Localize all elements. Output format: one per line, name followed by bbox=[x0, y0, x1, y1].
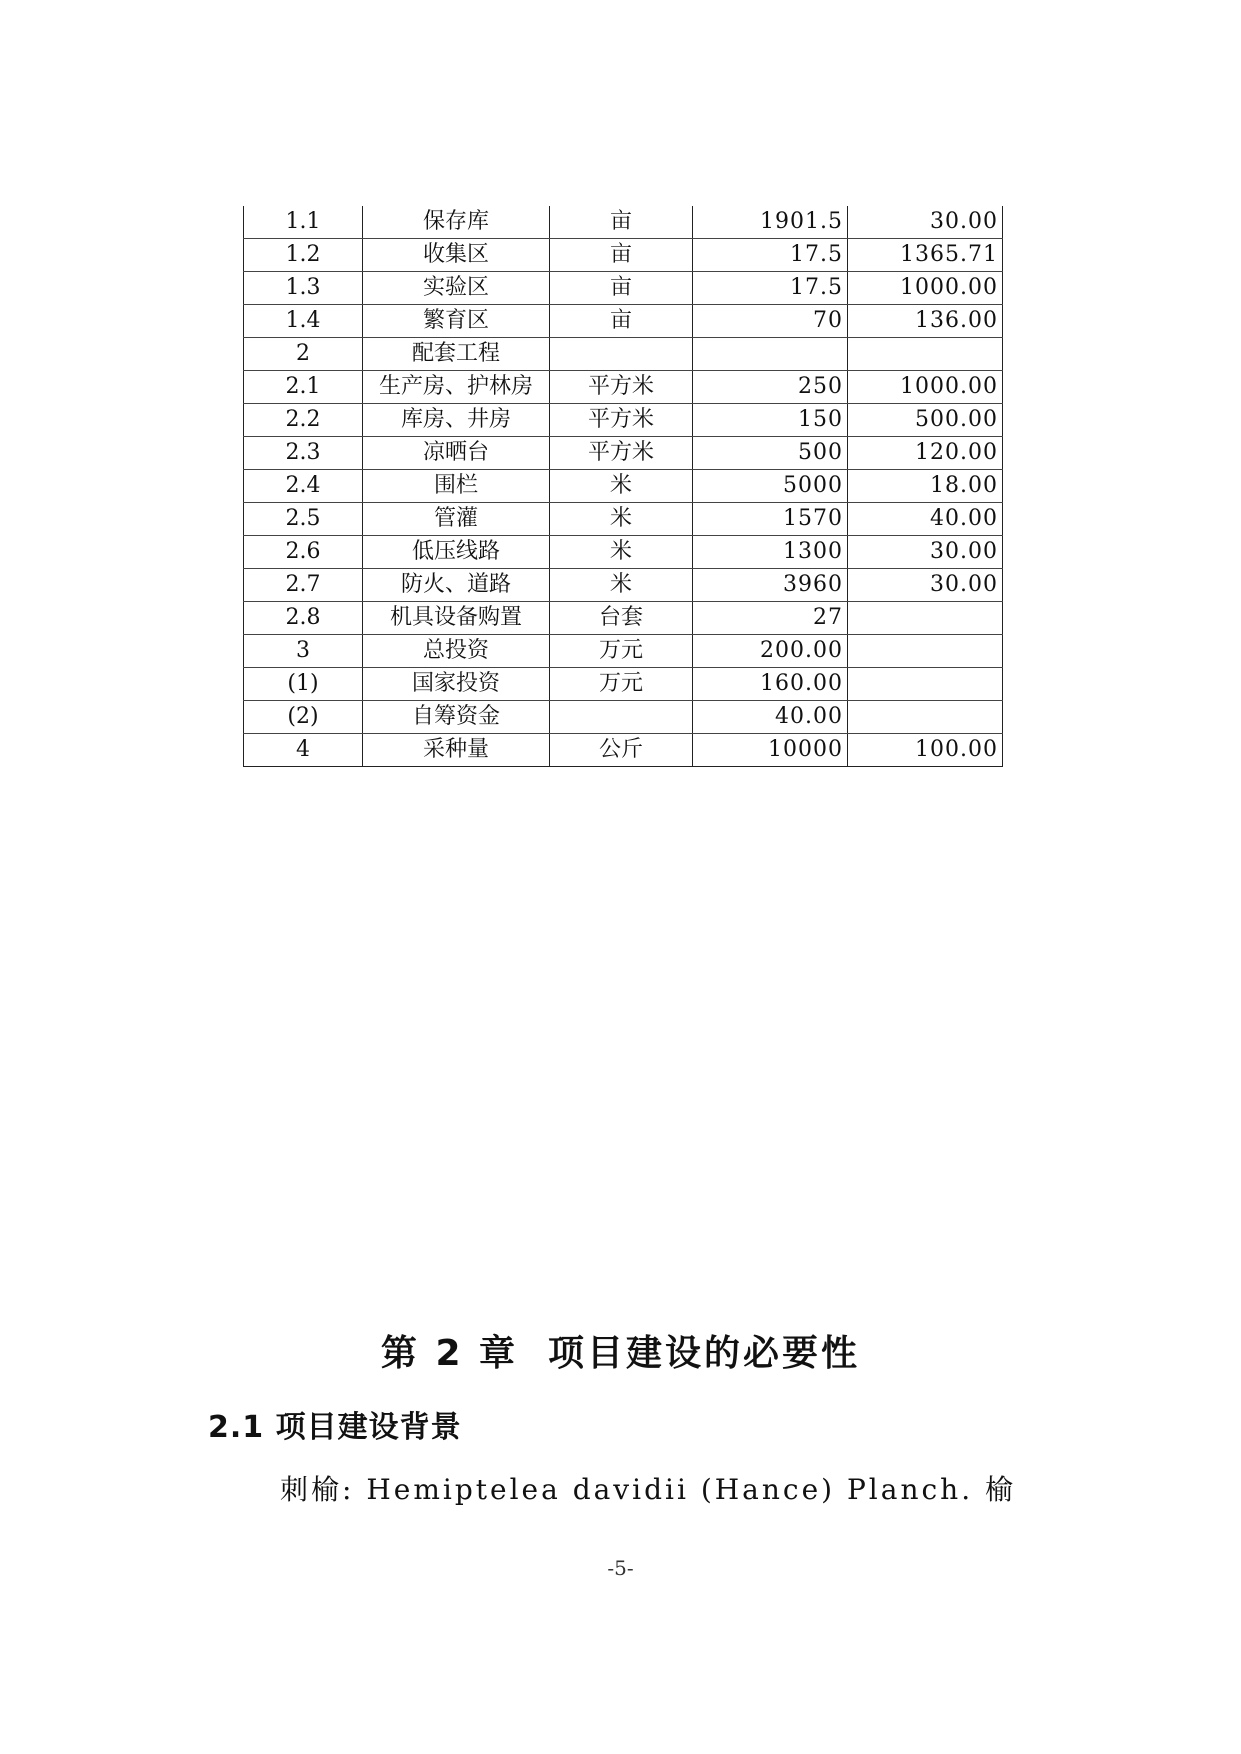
table-row bbox=[244, 272, 1003, 305]
item-name: 管灌 bbox=[363, 503, 550, 536]
item-quantity: 17.5 bbox=[693, 272, 848, 305]
row-number: 2.4 bbox=[244, 470, 363, 503]
item-name: 生产房、护林房 bbox=[363, 371, 550, 404]
item-quantity: 70 bbox=[693, 305, 848, 338]
body-paragraph: 刺榆: Hemiptelea davidii (Hance) Planch. 榆 bbox=[280, 1473, 1017, 1506]
table-row bbox=[244, 338, 1003, 371]
item-price: 1365.71 bbox=[848, 239, 1003, 272]
item-quantity: 5000 bbox=[693, 470, 848, 503]
table-row bbox=[244, 536, 1003, 569]
table-row bbox=[244, 371, 1003, 404]
row-number: 2 bbox=[244, 338, 363, 371]
row-number: 1.4 bbox=[244, 305, 363, 338]
item-quantity: 1570 bbox=[693, 503, 848, 536]
chapter-heading bbox=[0, 1325, 1241, 1376]
row-number: 2.5 bbox=[244, 503, 363, 536]
item-name: 低压线路 bbox=[363, 536, 550, 569]
item-quantity: 160.00 bbox=[693, 668, 848, 701]
row-number: 2.1 bbox=[244, 371, 363, 404]
item-price: 30.00 bbox=[848, 536, 1003, 569]
item-unit: 米 bbox=[550, 536, 693, 569]
item-name: 保存库 bbox=[363, 206, 550, 239]
item-unit: 米 bbox=[550, 503, 693, 536]
row-number: 3 bbox=[244, 635, 363, 668]
item-name: 实验区 bbox=[363, 272, 550, 305]
row-number: (1) bbox=[244, 668, 363, 701]
table-row bbox=[244, 635, 1003, 668]
item-unit: 亩 bbox=[550, 272, 693, 305]
row-number: 2.2 bbox=[244, 404, 363, 437]
item-unit: 万元 bbox=[550, 668, 693, 701]
item-unit: 平方米 bbox=[550, 371, 693, 404]
item-price bbox=[848, 635, 1003, 668]
item-price: 1000.00 bbox=[848, 371, 1003, 404]
item-name: 机具设备购置 bbox=[363, 602, 550, 635]
item-unit bbox=[550, 701, 693, 734]
table-row bbox=[244, 239, 1003, 272]
item-unit: 米 bbox=[550, 470, 693, 503]
item-quantity: 500 bbox=[693, 437, 848, 470]
item-name: 配套工程 bbox=[363, 338, 550, 371]
item-name: 收集区 bbox=[363, 239, 550, 272]
table-row bbox=[244, 734, 1003, 767]
item-price: 18.00 bbox=[848, 470, 1003, 503]
investment-table bbox=[243, 206, 1003, 767]
item-price bbox=[848, 602, 1003, 635]
item-quantity: 27 bbox=[693, 602, 848, 635]
item-quantity: 1901.5 bbox=[693, 206, 848, 239]
table-row bbox=[244, 404, 1003, 437]
item-quantity: 10000 bbox=[693, 734, 848, 767]
item-name: 采种量 bbox=[363, 734, 550, 767]
table-row bbox=[244, 602, 1003, 635]
item-unit: 亩 bbox=[550, 305, 693, 338]
page-number: -5- bbox=[607, 1556, 634, 1580]
investment-table-body bbox=[244, 206, 1003, 767]
item-quantity: 250 bbox=[693, 371, 848, 404]
chapter-number: 第 2 章 bbox=[380, 1333, 519, 1374]
item-quantity: 17.5 bbox=[693, 239, 848, 272]
item-price bbox=[848, 701, 1003, 734]
item-name: 国家投资 bbox=[363, 668, 550, 701]
item-quantity: 40.00 bbox=[693, 701, 848, 734]
item-name: 防火、道路 bbox=[363, 569, 550, 602]
item-name: 围栏 bbox=[363, 470, 550, 503]
table-row bbox=[244, 206, 1003, 239]
row-number: 2.7 bbox=[244, 569, 363, 602]
section-heading: 2.1 项目建设背景 bbox=[208, 1410, 462, 1445]
item-unit: 亩 bbox=[550, 239, 693, 272]
item-name: 繁育区 bbox=[363, 305, 550, 338]
table-row bbox=[244, 701, 1003, 734]
row-number: 2.8 bbox=[244, 602, 363, 635]
item-unit: 米 bbox=[550, 569, 693, 602]
item-unit: 万元 bbox=[550, 635, 693, 668]
item-price: 30.00 bbox=[848, 569, 1003, 602]
item-unit: 平方米 bbox=[550, 437, 693, 470]
item-name: 自筹资金 bbox=[363, 701, 550, 734]
item-quantity: 200.00 bbox=[693, 635, 848, 668]
row-number: (2) bbox=[244, 701, 363, 734]
row-number: 1.3 bbox=[244, 272, 363, 305]
row-number: 4 bbox=[244, 734, 363, 767]
row-number: 1.1 bbox=[244, 206, 363, 239]
table-row bbox=[244, 503, 1003, 536]
table-row bbox=[244, 305, 1003, 338]
item-name: 总投资 bbox=[363, 635, 550, 668]
item-price bbox=[848, 338, 1003, 371]
item-quantity: 1300 bbox=[693, 536, 848, 569]
table-row bbox=[244, 569, 1003, 602]
item-unit: 亩 bbox=[550, 206, 693, 239]
item-price: 100.00 bbox=[848, 734, 1003, 767]
row-number: 2.3 bbox=[244, 437, 363, 470]
item-price: 136.00 bbox=[848, 305, 1003, 338]
item-price: 500.00 bbox=[848, 404, 1003, 437]
item-price: 30.00 bbox=[848, 206, 1003, 239]
chapter-title: 项目建设的必要性 bbox=[548, 1333, 861, 1374]
table-row bbox=[244, 668, 1003, 701]
item-price: 1000.00 bbox=[848, 272, 1003, 305]
item-unit: 公斤 bbox=[550, 734, 693, 767]
item-price: 40.00 bbox=[848, 503, 1003, 536]
table-row bbox=[244, 470, 1003, 503]
item-name: 凉晒台 bbox=[363, 437, 550, 470]
item-unit: 平方米 bbox=[550, 404, 693, 437]
item-name: 库房、井房 bbox=[363, 404, 550, 437]
table-row bbox=[244, 437, 1003, 470]
item-unit: 台套 bbox=[550, 602, 693, 635]
item-quantity bbox=[693, 338, 848, 371]
item-price: 120.00 bbox=[848, 437, 1003, 470]
item-quantity: 150 bbox=[693, 404, 848, 437]
item-unit bbox=[550, 338, 693, 371]
row-number: 2.6 bbox=[244, 536, 363, 569]
row-number: 1.2 bbox=[244, 239, 363, 272]
item-price bbox=[848, 668, 1003, 701]
item-quantity: 3960 bbox=[693, 569, 848, 602]
